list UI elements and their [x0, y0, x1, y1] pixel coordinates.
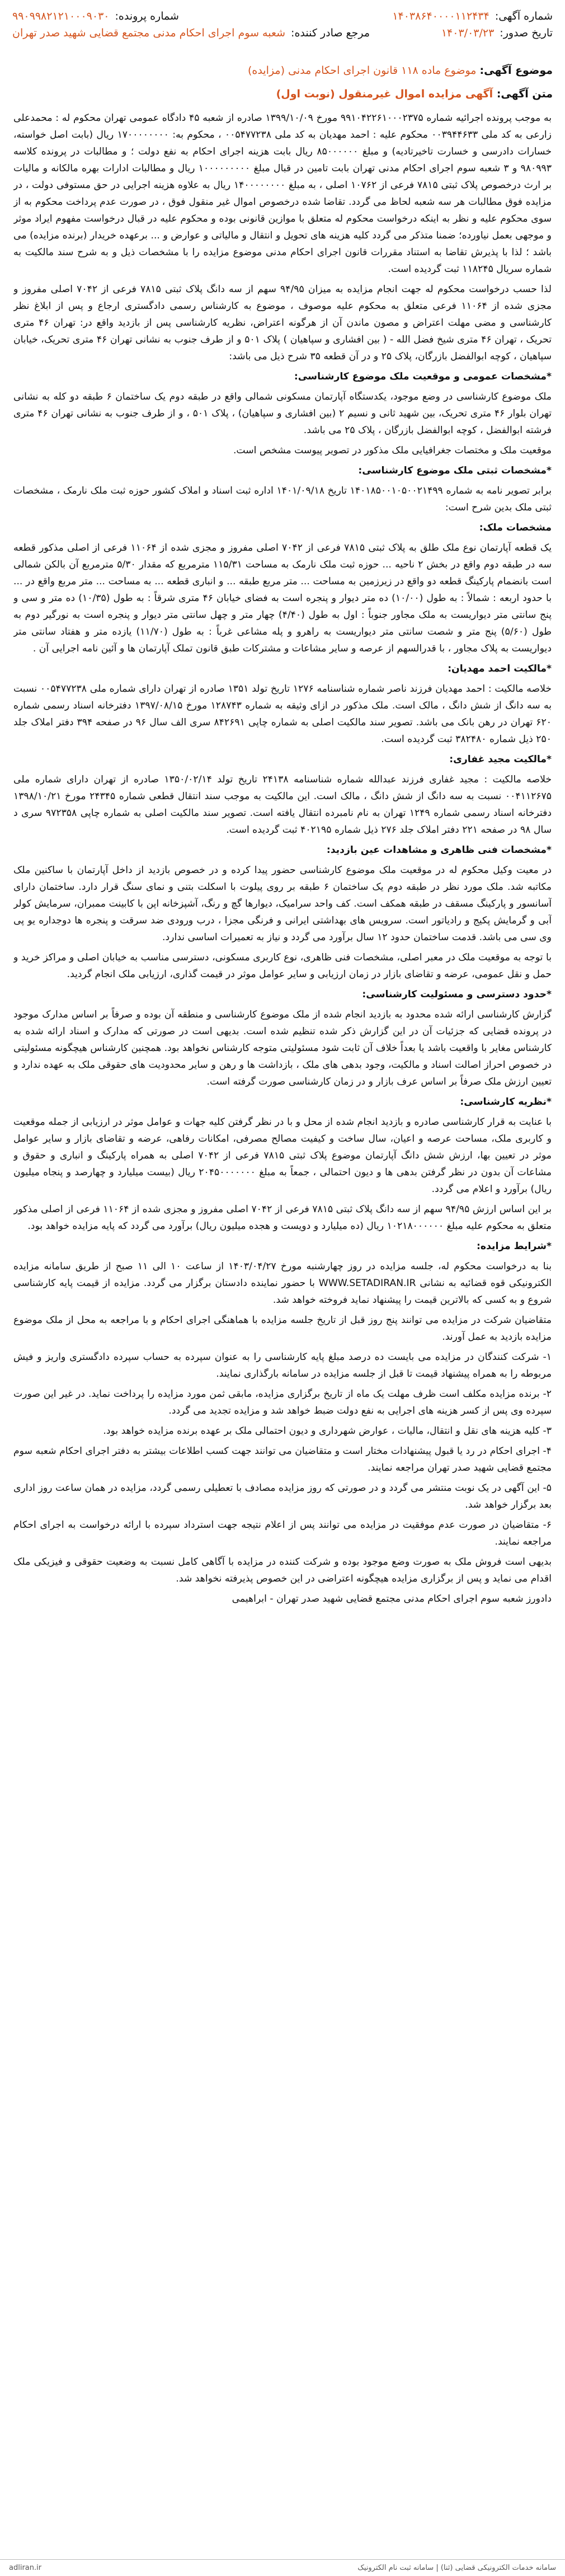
- section-heading: *مشخصات فنی ظاهری و مشاهدات عین بازدید:: [326, 844, 552, 856]
- section-heading: مشخصات ملک:: [479, 522, 552, 533]
- body-paragraph: لذا حسب درخواست محکوم له جهت انجام مزایده به میزان ۹۴/۹۵ سهم از سه دانگ پلاک ثبتی ۷۸۱۵ فرعی از ۷۰۴۲ اصلی مفروز و مجزی شده از ۱۱۰۶۴ فرعی متعلق به محکوم علیه موصوف ، موضوع به کارشناس رسمی دادگستری ارجاع و پس از ابلاغ نظر کارشناسی و مضی مهلت اعتراض و مصون ماندن آن از هرگونه اعتراض، نظریه کارشناسی پس از بازدید واقع در: تهران ۴۶ متری تحریک ، تهران ۴۶ متری شیخ فضل الله - ( بین افشاری و سپاهیان ) پلاک ۵۰۱ و از طرف جنوب به نشانی تهران ۴۶ متری تحریک، خیابان سپاهیان ، کوچه ابوالفضل بازرگان، پلاک ۲۵ و در آن قطعه ۳۵ شرح ذیل می باشد:: [13, 284, 552, 362]
- body-paragraph: با توجه به موقعیت ملک در معبر اصلی، مشخصات فنی ظاهری، نوع کاربری مسکونی، دسترسی مناسب به خیابان اصلی و مراکز خرید و حمل و نقل عمومی، عرضه و تقاضای بازار در زمان ارزیابی و سایر عوامل موثر در قیمت گذاری، ارزیابی ملک انجام گردید.: [13, 952, 552, 980]
- body-paragraph: ۴- اجرای احکام در رد یا قبول پیشنهادات مختار است و متقاضیان می توانند جهت کسب اطلاعات بیشتر به دفتر اجرای احکام شعبه سوم مجتمع قضایی شهید صدر تهران مراجعه نمایند.: [13, 1446, 552, 1474]
- body-paragraph: دادورز شعبه سوم اجرای احکام مدنی مجتمع قضایی شهید صدر تهران - ابراهیمی: [232, 1593, 552, 1604]
- case-number-label: شماره پرونده:: [115, 10, 179, 22]
- body-paragraph: گزارش کارشناسی ارائه شده محدود به بازدید انجام شده از ملک موضوع کارشناسی و منطقه آن بوده و صرفاً بر اساس مدارک موجود در پرونده قضایی که جزئیات آن در این گزارش ذکر شده تنظیم شده است. بدیهی است در صورتی که مدارک و اسناد ارائه شده به کارشناس مغایر با واقعیت باشد یا بعداً خلاف آن ثابت شود مسئولیتی متوجه کارشناس نخواهد بود. همچنین کارشناس هیچگونه مسئولیتی در خصوص احراز اصالت اسناد و مالکیت، وجود بدهی های ملک ، بازداشت ها و رهن و سایر محدودیت های حقوقی ملک به عهده ندارد و تعیین ارزش ملک صرفاً بر اساس عرف بازار و در زمان کارشناسی صورت گرفته است.: [13, 1009, 552, 1087]
- body-paragraph: با عنایت به قرار کارشناسی صادره و بازدید انجام شده از محل و با در نظر گرفتن کلیه جهات و عوامل موثر در ارزیابی از جمله موقعیت و کاربری ملک، مساحت عرصه و اعیان، سال ساخت و کیفیت مصالح مصرفی، امکانات رفاهی، عرضه و تقاضای بازار و سایر عوامل موثر در تعیین بها، ارزش شش دانگ آپارتمان موضوع پلاک ثبتی ۷۸۱۵ فرعی از ۷۰۴۲ اصلی به همراه پارکینگ و انباری و حقوق و مشاعات آن بدون در نظر گرفتن بدهی ها و دیون احتمالی ، جمعاً به مبلغ ۲۰۴۵۰۰۰۰۰۰۰ ریال (بیست میلیارد و چهارصد و پنجاه میلیون ریال) برآورد و اعلام می گردد.: [13, 1116, 552, 1195]
- issue-date: ۱۴۰۳/۰۳/۲۳: [441, 27, 495, 39]
- body-paragraph: خلاصه مالکیت : مجید غفاری فرزند عبدالله شماره شناسنامه ۲۴۱۳۸ تاریخ تولد ۱۳۵۰/۰۲/۱۴ صادره از تهران دارای شماره ملی ۰۰۴۱۱۲۶۷۵ نسبت به سه دانگ از شش دانگ ، مالک است. این مالکیت به موجب سند انتقال قطعی شماره ۲۴۳۴۵ مورخ ۱۳۹۸/۱۰/۲۱ دفترخانه اسناد رسمی شماره ۱۲۴۹ تهران به نام نامبرده انتقال یافته است. تصویر سند مالکیت اصلی به شماره چاپی ۹۷۲۳۵۸ سری د سال ۹۸ در صفحه ۲۲۱ دفتر املاک جلد ۲۷۶ ذیل شماره ۴۰۲۱۹۵ ثبت گردیده است.: [13, 774, 552, 836]
- section-heading: *نظریه کارشناسی:: [460, 1096, 552, 1108]
- topic-value: موضوع ماده ۱۱۸ قانون اجرای احکام مدنی (مزایده): [248, 64, 477, 77]
- body-paragraph: ۱- شرکت کنندگان در مزایده می بایست ده درصد مبلغ پایه کارشناسی را به عنوان سپرده به حساب سپرده دادگستری واریز و فیش مربوطه را به همراه پیشنهاد قیمت تا قبل از جلسه مزایده در سامانه بارگذاری نمایند.: [13, 1352, 552, 1380]
- case-number: ۹۹۰۹۹۸۲۱۲۱۰۰۰۹۰۳۰: [12, 10, 110, 22]
- notice-title: [12, 85, 553, 103]
- footer-right: adliran.ir: [9, 2564, 42, 2572]
- body-paragraph: موقعیت ملک و مختصات جغرافیایی ملک مذکور در تصویر پیوست مشخص است.: [233, 445, 552, 456]
- body-paragraph: متقاضیان شرکت در مزایده می توانند پنج روز قبل از تاریخ جلسه مزایده با هماهنگی اجرای احکام و با مراجعه به محل از ملک موضوع مزایده بازدید به عمل آورند.: [13, 1315, 552, 1343]
- footer-left: سامانه خدمات الکترونیکی قضایی (ثنا) | سامانه ثبت نام الکترونیک: [357, 2564, 556, 2572]
- body-paragraph: ۵- این آگهی در یک نوبت منتشر می گردد و در صورتی که روز مزایده مصادف با تعطیلی رسمی گردد، مزایده در همان ساعت روز اداری بعد برگزار خواهد شد.: [13, 1482, 552, 1510]
- header-row-1: [12, 8, 553, 25]
- body-paragraph: برابر تصویر نامه به شماره ۱۴۰۱۸۵۰۰۱۰۵۰۰۲۱۴۹۹ تاریخ ۱۴۰۱/۰۹/۱۸ اداره ثبت اسناد و املاک کشور حوزه ثبت ملک نارمک ، مشخصات ثبتی ملک بدین شرح است:: [13, 485, 552, 513]
- header-row-2: [12, 25, 553, 41]
- issuer-label: مرجع صادر کننده:: [291, 27, 370, 39]
- body-paragraph: بدیهی است فروش ملک به صورت وضع موجود بوده و شرکت کننده در مزایده با آگاهی کامل نسبت به وضعیت حقوقی و فیزیکی ملک اقدام می نماید و پس از برگزاری مزایده هیچگونه اعتراضی در این خصوص پذیرفته نخواهد شد.: [13, 1556, 552, 1584]
- body-paragraph: بنا به درخواست محکوم له، جلسه مزایده در روز چهارشنبه مورخ ۱۴۰۳/۰۴/۲۷ از ساعت ۱۰ الی ۱۱ صبح از طریق سامانه مزایده الکترونیکی قوه قضائیه به نشانی WWW.SETADIRAN.IR با حضور نماینده دادستان برگزار می گردد. مزایده از قیمت پایه کارشناسی شروع و به کسی که بالاترین قیمت را پیشنهاد نماید فروخته خواهد شد.: [13, 1261, 552, 1306]
- notice-number: ۱۴۰۳۸۶۴۰۰۰۰۱۱۲۴۳۴: [392, 10, 489, 22]
- body-paragraph: ۶- متقاضیان در صورت عدم موفقیت در مزایده می توانند پس از اعلام نتیجه جهت استرداد سپرده با ارائه درخواست به اجرای احکام مراجعه نمایند.: [13, 1519, 552, 1547]
- section-heading: *مشخصات عمومی و موقعیت ملک موضوع کارشناسی:: [294, 371, 552, 382]
- body-paragraph: خلاصه مالکیت : احمد مهدیان فرزند ناصر شماره شناسنامه ۱۲۷۶ تاریخ تولد ۱۳۵۱ صادره از تهران دارای شماره ملی ۰۰۵۴۷۷۲۳۸ نسبت به سه دانگ از شش دانگ ، مالک است. ملک مذکور در ازای وثیقه به شماره ۱۲۸۷۴۳ مورخ ۱۳۹۷/۰۸/۱۵ دفترخانه اسناد رسمی شماره ۶۲۰ تهران در رهن بانک می باشد. تصویر سند مالکیت اصلی به شماره چاپی ۸۴۲۶۹۱ سری الف سال ۹۶ در صفحه ۳۹۴ دفتر املاک جلد ۲۵۰ ذیل شماره ۳۸۲۴۸۰ ثبت گردیده است.: [13, 683, 552, 745]
- body-paragraph: یک قطعه آپارتمان نوع ملک طلق به پلاک ثبتی ۷۸۱۵ فرعی از ۷۰۴۲ اصلی مفروز و مجزی شده از ۱۱۰۶۴ فرعی از اصلی مذکور قطعه سه در طبقه دوم واقع در بخش ۲ ناحیه ... حوزه ثبت ملک نارمک به مساحت ۱۱۵/۳۱ مترمربع که مقدار ۵/۳۰ مترمربع آن بالکن شمالی است بانضمام پارکینگ قطعه دو واقع در زیرزمین به مساحت ... متر مربع طبقه ... و انباری قطعه ... به مساحت ... متر مربع واقع در ... با حدود اربعه : شمالاً : به طول (۱۰/۰۰) ده متر دیوار و پنجره است به فضای خیابان ۴۶ متری شرقاً : به طول (۱۰/۳۵) ده متر و سی و پنج سانتی متر دیواریست به ملک مجاور جنوباً : اول به طول (۴/۴۰) چهار متر و چهل سانتی متر دیوار و پنجره است به نورگیر دوم به طول (۵/۶۰) پنج متر و شصت سانتی متر دیواریست به راهرو و پله مشاعی غرباً : به طول (۱۱/۷۰) یازده متر و هفتاد سانتی متر دیواریست به پلاک مجاور ، با قدرالسهم از عرصه و سایر مشاعات و مشترکات طبق قانون تملک آپارتمان ها و آئین نامه اجرایی آن .: [13, 542, 552, 654]
- body-paragraph: به موجب پرونده اجرائیه شماره ۹۹۱۰۴۲۲۶۱۰۰۰۲۳۷۵ مورخ ۱۳۹۹/۱۰/۰۹ صادره از شعبه ۴۵ دادگاه عمومی تهران محکوم له : محمدعلی زارعی به کد ملی ۰۰۳۹۴۴۶۳۳ محکوم علیه : احمد مهدیان به کد ملی ۰۰۵۴۷۷۲۳۸ ، محکوم به: ۱۷۰۰۰۰۰۰۰۰ ریال (بابت اصل خواسته، خسارات دادرسی و خسارت تاخیرتادیه) و مبلغ ۸۵۰۰۰۰۰۰ ریال بابت هزینه اجرای احکام به نفع دولت ؛ و مطالبات در پرونده کلاسه ۹۸۰۹۹۳ و ۳ شعبه سوم اجرای احکام مدنی تهران بابت تامین در قبال مبلغ ۱۰۰۰۰۰۰۰۰۰ ریال و مطالبات ادارات بهره مالکانه و مالیات بر ارث درخصوص پلاک ثبتی ۷۸۱۵ فرعی از ۱۰۷۶۲ اصلی ، به مبلغ ۱۴۰۰۰۰۰۰۰۰ ریال به علاوه هزینه اجرایی در حق مستوفی دولت ، در مزایده فوق مطالبات هر سه شعبه لحاظ می گردد. تقاضا شده درخصوص اموال غیر منقول فوق ، در صورت عدم پرداخت محکوم به از سوی محکوم علیه و نظر به اینکه درخواست محکوم له متعلق با موازین قانونی بوده و محکوم علیه در قبال درخواست مفهوم ایراد موثر و موجهی بعمل نیاورده؛ ضمنا متذکر می گردد کلیه هزینه های تحویل و انتقال و مالیاتی و عوارض و ... برعهده خریدار (برنده مزایده) می باشد ؛ لذا با پذیرش تقاضا به استناد مقررات قانون اجرای احکام مدنی موضوع مزایده را با مشخصات ذیل و به شرح سند مالکیت به شماره سریال ۱۱۸۲۴۵ ثبت گردیده است.: [13, 112, 552, 275]
- section-heading: *شرایط مزایده:: [477, 1241, 552, 1252]
- issue-date-label: تاریخ صدور:: [500, 27, 553, 39]
- section-heading: *حدود دسترسی و مسئولیت کارشناسی:: [362, 989, 552, 1000]
- page-footer: [0, 2559, 565, 2576]
- body-paragraph: در معیت وکیل محکوم له در موقعیت ملک موضوع کارشناسی حضور پیدا کرده و در خصوص بازدید از داخل آپارتمان با ساکنین ملک مکاتبه شد. ملک مورد نظر در طبقه دوم یک ساختمان ۶ طبقه بر روی پیلوت با اسکلت بتنی و نمای سنگ قرار دارد. ساختمان دارای آسانسور و پارکینگ مسقف در طبقه همکف است. کف واحد سرامیک، دیوارها گچ و رنگ، آشپزخانه اپن با کابینت ممبران، سرمایش کولر آبی و گرمایش پکیج و رادیاتور است. سرویس های بهداشتی ایرانی و فرنگی مجزا ، درب ورودی ضد سرقت و پنجره ها دوجداره یو پی وی سی می باشد. قدمت ساختمان حدود ۱۲ سال برآورد می گردد و نیاز به تعمیرات اساسی ندارد.: [13, 865, 552, 943]
- body-paragraph: ملک موضوع کارشناسی در وضع موجود، یکدستگاه آپارتمان مسکونی شمالی واقع در طبقه دوم یک ساختمان ۶ طبقه دو کله به نشانی تهران بلوار ۴۶ متری تحریک، بین شهید ثانی و نسیم ۲ (بین افشاری و سپاهیان) ، پلاک ۵۰۱ ، و از طرف جنوب به نشانی تهران ۴۶ متری فرشته ابوالفضل ، کوچه ابوالفضل بازرگان ، پلاک ۲۵ می باشد.: [13, 391, 552, 436]
- issuer: شعبه سوم اجرای احکام مدنی مجتمع قضایی شهید صدر تهران: [12, 27, 286, 39]
- notice-title-value: آگهی مزایده اموال غیرمنقول (نوبت اول): [276, 88, 493, 100]
- notice-title-label: متن آگهی:: [496, 88, 553, 100]
- body-paragraph: ۳- کلیه هزینه های نقل و انتقال، مالیات ، عوارض شهرداری و دیون احتمالی ملک بر عهده برنده مزایده خواهد بود.: [103, 1425, 552, 1437]
- section-heading: *مشخصات ثبتی ملک موضوع کارشناسی:: [358, 465, 552, 476]
- notice-header: [12, 8, 553, 57]
- notice-number-label: شماره آگهی:: [495, 10, 553, 22]
- notice-body: [13, 110, 552, 2539]
- section-heading: *مالکیت مجید غفاری:: [449, 754, 552, 765]
- notice-topic: [12, 62, 553, 79]
- topic-label: موضوع آگهی:: [479, 64, 553, 77]
- body-paragraph: بر این اساس ارزش ۹۴/۹۵ سهم از سه دانگ پلاک ثبتی ۷۸۱۵ فرعی از ۷۰۴۲ اصلی مفروز و مجزی شده از ۱۱۰۶۴ فرعی از اصلی مذکور متعلق به محکوم علیه مبلغ ۱۰۲۱۸۰۰۰۰۰۰ ریال (ده میلیارد و دویست و هجده میلیون ریال) برآورد می گردد که پایه مزایده خواهد بود.: [13, 1204, 552, 1232]
- section-heading: *مالکیت احمد مهدیان:: [448, 663, 552, 674]
- body-paragraph: ۲- برنده مزایده مکلف است ظرف مهلت یک ماه از تاریخ برگزاری مزایده، مابقی ثمن مورد مزایده را پرداخت نماید. در غیر این صورت سپرده وی پس از کسر هزینه های اجرایی به نفع دولت ضبط خواهد شد و مزایده تجدید می گردد.: [13, 1388, 552, 1416]
